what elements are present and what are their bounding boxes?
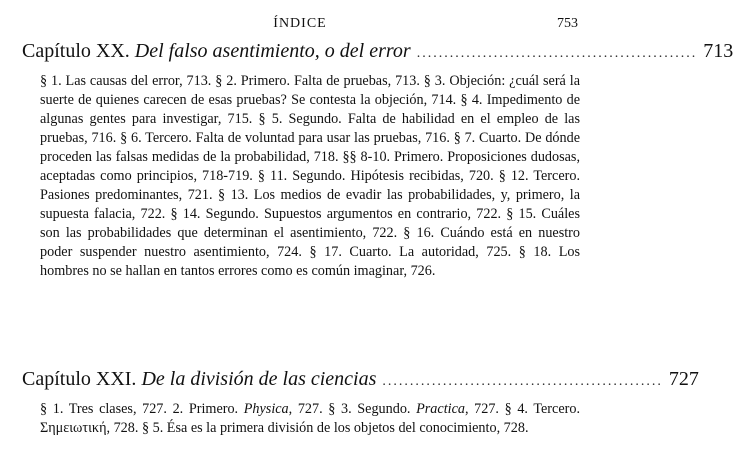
chapter-label: Capítulo XX.	[22, 40, 130, 62]
summary-term-practica: Practica	[416, 401, 465, 417]
running-title: ÍNDICE	[273, 16, 327, 31]
chapter-summary-xx: § 1. Las causas del error, 713. § 2. Primero. Falta de pruebas, 713. § 3. Objeción: ¿cuál será la suerte de quienes carecen de esas pruebas? Se contesta la objeción, 714. § 4. Impedimento de algunas gentes para investigar, 715. § 5. Segundo. Falta de habilidad en el empleo de las pruebas, 716. § 6. Tercero. Falta de voluntad para usar las pruebas, 716. § 7. Cuarto. De dónde proceden las falsas medidas de la probabilidad, 718. §§ 8-10. Primero. Proposiciones dudosas, aceptadas como principios, 718-719. § 11. Segundo. Hipótesis recibidas, 720. § 12. Tercero. Pasiones predominantes, 721. § 13. Los medios de evadir las probabilidades, y, primero, la supuesta falacia, 722. § 14. Segundo. Supuestos argumentos en contrario, 722. § 15. Cuáles son las probabilidades que determinan el asentimiento, 722. § 16. Cuándo está en nuestro poder suspender nuestro asentimiento, 724. § 17. Cuarto. La autoridad, 725. § 18. Los hombres no se hallan en tantos errores como es común imaginar, 726.	[40, 73, 580, 279]
chapter-title: Del falso asentimiento, o del error	[134, 40, 411, 62]
dot-leader: ...................................................	[416, 46, 698, 61]
summary-text: , 727. § 4. Tercero.	[464, 401, 580, 417]
chapter-heading-xxi	[22, 368, 699, 391]
summary-text: , 727. § 3. Segundo.	[288, 401, 417, 417]
summary-term-greek: Σημειωτική	[40, 420, 107, 436]
chapter-label: Capítulo XXI.	[22, 368, 137, 390]
chapter-summary-xxi	[40, 400, 580, 438]
chapter-page-number: 713	[703, 40, 733, 62]
summary-term-physica: Physica	[243, 401, 289, 417]
dot-leader: ...................................................	[382, 374, 663, 389]
chapter-heading-xx	[22, 40, 733, 63]
summary-text: , 728. § 5. Ésa es la primera división de los objetos del conocimiento, 728.	[106, 420, 529, 436]
page-number: 753	[557, 16, 578, 31]
chapter-title: De la división de las ciencias	[141, 368, 377, 390]
summary-text: § 1. Tres clases, 727. 2. Primero.	[40, 401, 244, 417]
chapter-page-number: 727	[668, 368, 699, 390]
running-head	[0, 16, 600, 36]
